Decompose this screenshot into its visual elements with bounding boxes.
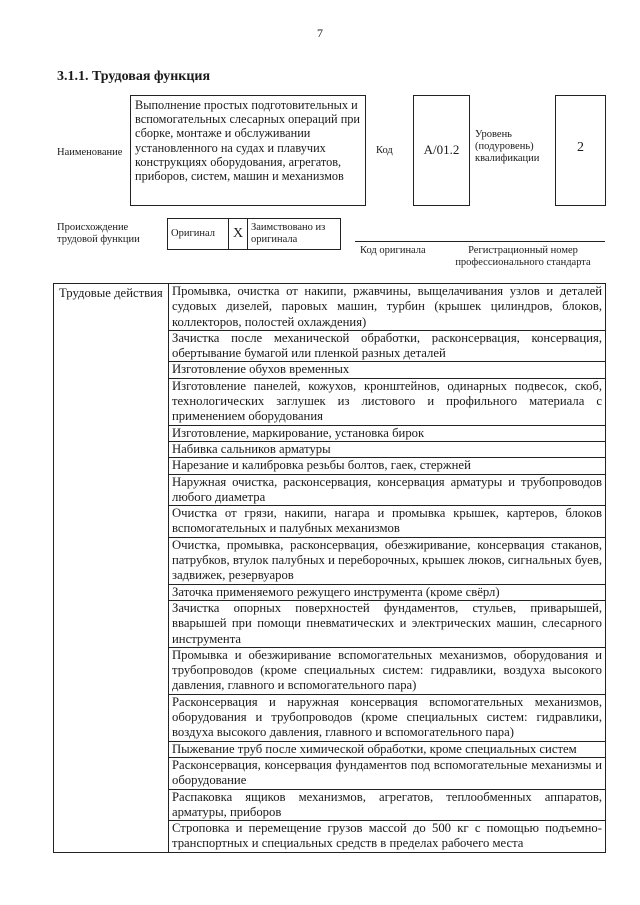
labour-action-item: Промывка и обезжиривание вспомогательных механизмов, оборудования и трубопроводов (кроме специальных систем: гидравлики, воздуха высокого давления, главного и вспомогательного пара): [169, 647, 606, 694]
code-label: Код: [376, 145, 393, 156]
labour-action-item: Очистка от грязи, накипи, нагара и промывка крышек, картеров, блоков вспомогательных и палубных механизмов: [169, 506, 606, 538]
labour-action-item: Пыжевание труб после химической обработки, кроме специальных систем: [169, 741, 606, 757]
code-box: [413, 95, 470, 206]
labour-action-item: Набивка сальников арматуры: [169, 441, 606, 457]
level-box: [555, 95, 606, 206]
original-label: Оригинал: [168, 219, 229, 250]
level-value: 2: [577, 140, 584, 155]
labour-action-item: Расконсервация, консервация фундаментов под вспомогательные механизмы и оборудование: [169, 757, 606, 789]
labour-actions-label: Трудовые действия: [54, 284, 169, 853]
original-mark: X: [229, 219, 248, 250]
registration-label: Регистрационный номер профессионального стандарта: [455, 245, 591, 268]
labour-action-item: Изготовление, маркирование, установка бирок: [169, 425, 606, 441]
function-name-box: [130, 95, 366, 206]
level-label: Уровень (подуровень) квалификации: [475, 129, 540, 164]
labour-action-item: Заточка применяемого режущего инструмента (кроме свёрл): [169, 584, 606, 600]
labour-action-item: Промывка, очистка от накипи, ржавчины, выщелачивания узлов и деталей судовых дизелей, паровых машин, турбин (крышек цилиндров, блоков, коллекторов, полостей охлаждения): [169, 284, 606, 331]
section-title: 3.1.1. Трудовая функция: [57, 69, 211, 84]
labour-actions-table: [53, 283, 606, 853]
table-row: [54, 284, 606, 331]
labour-action-item: Изготовление обухов временных: [169, 362, 606, 378]
labour-action-item: Зачистка после механической обработки, расконсервация, консервация, обертывание бумагой или пленкой разных деталей: [169, 330, 606, 362]
labour-action-item: Очистка, промывка, расконсервация, обезжиривание, консервация стаканов, патрубков, втулок палубных и переборочных, крышек люков, сигнальных буев, задвижек, резервуаров: [169, 537, 606, 584]
labour-action-item: Строповка и перемещение грузов массой до 500 кг с помощью подъемно-транспортных и специальных средств в пределах рабочего места: [169, 821, 606, 853]
labour-action-item: Распаковка ящиков механизмов, агрегатов, теплообменных аппаратов, арматуры, приборов: [169, 789, 606, 821]
borrowed-fields-line: [355, 241, 605, 242]
labour-action-item: Зачистка опорных поверхностей фундаментов, стульев, приварышей, вварышей при помощи пневматических и электрических машин, слесарного инструмента: [169, 600, 606, 647]
labour-action-item: Изготовление панелей, кожухов, кронштейнов, одинарных подвесок, скоб, технологических заглушек из листового и профильного материала с применением оборудования: [169, 378, 606, 425]
borrowed-label: Заимствовано из оригинала: [248, 219, 341, 250]
original-code-label: Код оригинала: [360, 245, 426, 256]
labour-action-item: Нарезание и калибровка резьбы болтов, гаек, стержней: [169, 458, 606, 474]
page-number: 7: [317, 26, 323, 40]
name-label: Наименование: [57, 147, 123, 158]
labour-action-item: Расконсервация и наружная консервация вспомогательных механизмов, оборудования и трубопроводов (кроме специальных систем: гидравлики, воздуха высокого давления, главного и вспомогательного пара): [169, 694, 606, 741]
origin-table: [167, 218, 341, 250]
function-name-value: Выполнение простых подготовительных и вспомогательных слесарных операций при сборке, монтаже и обслуживании установленного на судах и плавучих конструкциях оборудования, агрегатов, приборов, систем, машин и механизмов: [135, 98, 361, 184]
origin-label: Происхождение трудовой функции: [57, 222, 140, 245]
labour-action-item: Наружная очистка, расконсервация, консервация арматуры и трубопроводов любого диаметра: [169, 474, 606, 506]
code-value: A/01.2: [423, 142, 460, 157]
